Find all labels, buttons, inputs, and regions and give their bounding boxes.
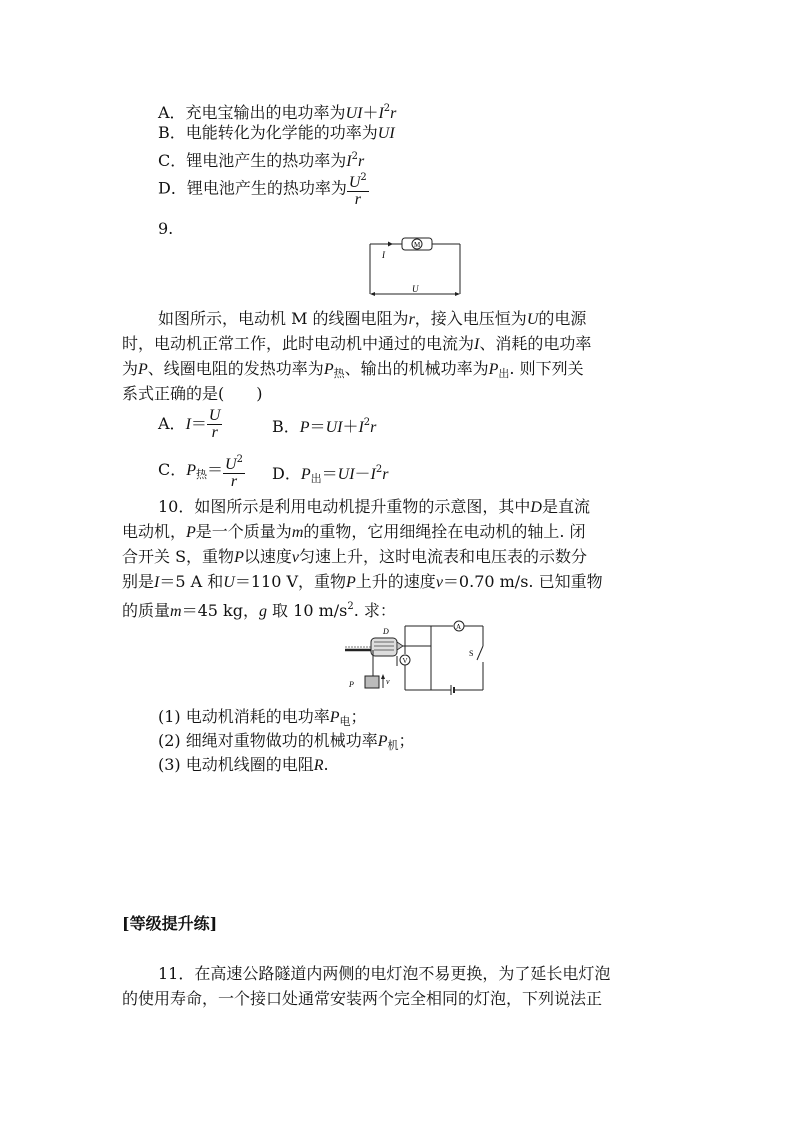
q8-option-b: B．电能转化为化学能的功率为UI: [158, 123, 395, 142]
q8-option-a: A．充电宝输出的电功率为$UI+I^2r$: [158, 103, 397, 122]
q9-option-a: A．I＝ $\frac{U}{r}$: [158, 407, 221, 441]
q10-stem-line-2: 电动机，P是一个质量为m的重物，它用细绳拴在电动机的轴上. 闭: [122, 522, 586, 541]
q9-option-d: D．$P_出=UI-I^2r$: [272, 464, 389, 485]
q10-part-3: (3) 电动机线圈的电阻R.: [158, 755, 329, 774]
section-heading: [等级提升练]: [122, 914, 218, 933]
q9-number: 9.: [158, 219, 174, 238]
q10-motor-circuit-figure: [343, 620, 493, 696]
weight-block: [365, 676, 379, 688]
q10-motor-label: D: [383, 627, 389, 636]
q9-option-c: C．$P_热=$ $\frac{U^2}{r}$: [158, 453, 243, 490]
q9-option-b: B．$P=UI+I^2r$: [272, 417, 377, 436]
q10-stem-line-5: 的质量m＝45 kg，g 取 10 $m/s^2$. 求：: [122, 601, 396, 620]
q10-ammeter-label: A: [456, 623, 462, 631]
q10-voltmeter-label: V: [402, 657, 408, 665]
q10-weight-label: P: [349, 680, 354, 689]
q9-stem-line-3: 为P、线圈电阻的发热功率为$P_热$、输出的机械功率为$P_出$. 则下列关: [122, 359, 584, 380]
q9-stem-line-1: 如图所示，电动机 M 的线圈电阻为r，接入电压恒为U的电源: [158, 309, 587, 328]
q9-motor-label: M: [414, 241, 421, 249]
q10-stem-line-3: 合开关 S，重物P以速度v匀速上升，这时电流表和电压表的示数分: [122, 547, 587, 566]
q9-circuit-figure: [366, 236, 476, 300]
q9-current-label: I: [382, 250, 385, 260]
q9-voltage-label: U: [412, 284, 419, 294]
q11-stem-line-2: 的使用寿命，一个接口处通常安装两个完全相同的灯泡，下列说法正: [122, 989, 603, 1008]
q8-option-c: C．锂电池产生的热功率为$I^2r$: [158, 151, 365, 170]
q8-option-d: D．锂电池产生的热功率为 $\frac{U^2}{r}$: [158, 172, 367, 208]
q10-stem-line-1: 10．如图所示是利用电动机提升重物的示意图，其中D是直流: [158, 497, 590, 516]
q9-stem-line-2: 时，电动机正常工作，此时电动机中通过的电流为I、消耗的电功率: [122, 334, 592, 353]
q10-part-2: (2) 细绳对重物做功的机械功率$P_机$；: [158, 731, 415, 752]
q11-stem-line-1: 11．在高速公路隧道内两侧的电灯泡不易更换，为了延长电灯泡: [158, 964, 611, 983]
q10-stem-line-4: 别是I＝5 A 和U＝110 V，重物P上升的速度v＝0.70 m/s. 已知重物: [122, 572, 603, 591]
q10-switch-label: S: [469, 649, 474, 658]
q10-part-1: (1) 电动机消耗的电功率$P_电$；: [158, 707, 367, 728]
q10-velocity-label: v: [386, 677, 390, 686]
q9-stem-line-4: 系式正确的是( ): [122, 384, 263, 403]
motor-body: [371, 638, 397, 656]
